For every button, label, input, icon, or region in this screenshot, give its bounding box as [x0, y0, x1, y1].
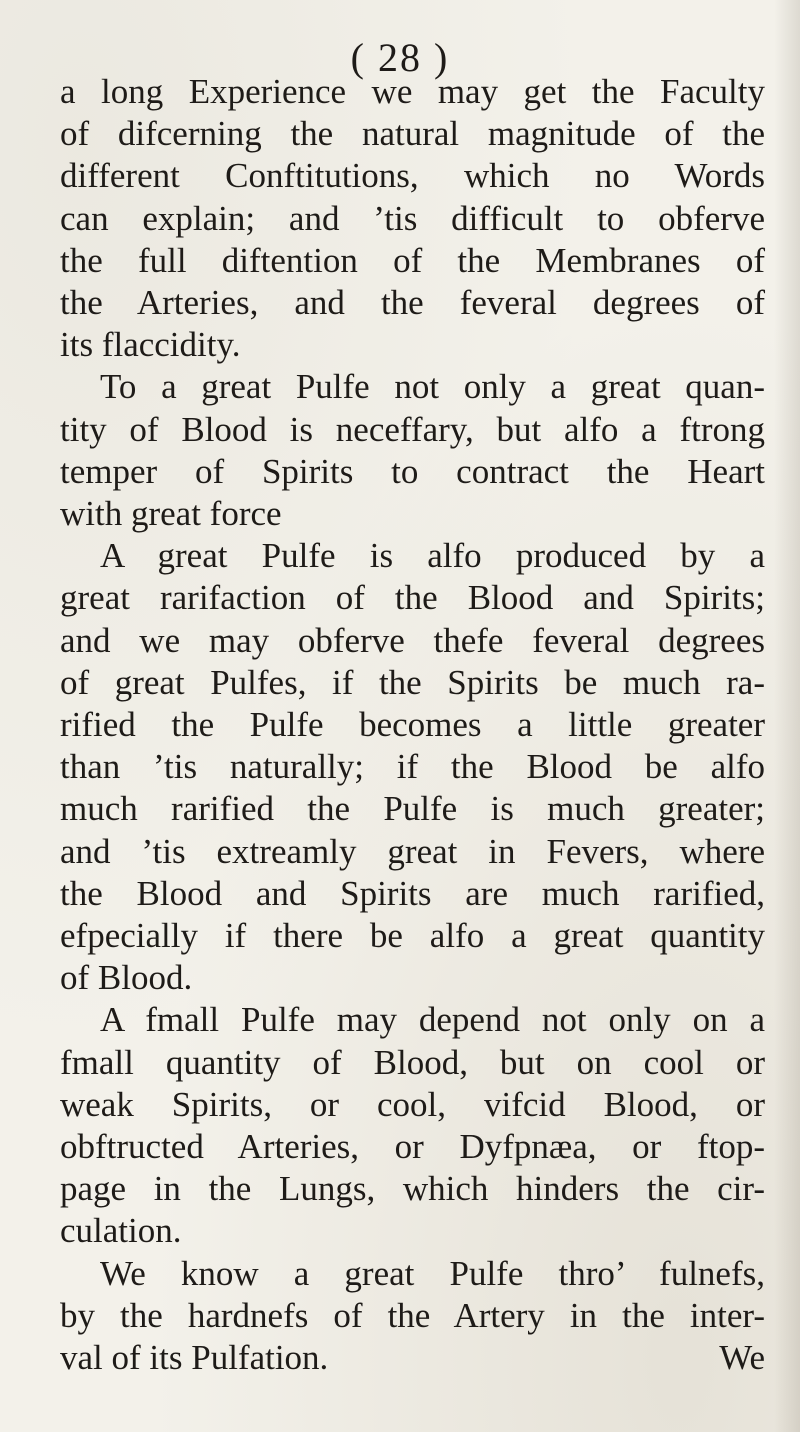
text-line: the Blood and Spirits are much rarified, [60, 873, 765, 913]
text-line: by the hardnefs of the Artery in the inter- [60, 1295, 765, 1335]
text-line: different Conftitutions, which no Words [60, 156, 765, 196]
text-line: than ’tis naturally; if the Blood be alfo [60, 747, 765, 787]
text-line: can explain; and ’tis difficult to obferve [60, 198, 765, 238]
text-line: with great force [60, 494, 282, 533]
text-line: A fmall Pulfe may depend not only on a [100, 1000, 765, 1040]
text-line: the full diftention of the Membranes of [60, 240, 765, 280]
text-line: of great Pulfes, if the Spirits be much ra- [60, 662, 765, 702]
text-line: page in the Lungs, which hinders the cir- [60, 1169, 765, 1209]
text-line: temper of Spirits to contract the Heart [60, 451, 765, 491]
text-line: great rarifaction of the Blood and Spirits; [60, 578, 765, 618]
text-line: and we may obferve thefe feveral degrees [60, 620, 765, 660]
page-number: ( 28 ) [350, 35, 450, 80]
text-line: weak Spirits, or cool, vifcid Blood, or [60, 1084, 765, 1124]
text-line: and ’tis extreamly great in Fevers, where [60, 831, 765, 871]
text-line: rified the Pulfe becomes a little greater [60, 705, 765, 744]
text-line: A great Pulfe is alfo produced by a [100, 536, 765, 576]
catchword: We [719, 1338, 765, 1377]
text-line: tity of Blood is neceffary, but alfo a ftrong [60, 409, 765, 449]
text-line: efpecially if there be alfo a great quantity [60, 916, 765, 955]
text-line: We know a great Pulfe thro’ fulnefs, [100, 1253, 765, 1293]
text-line: culation. [60, 1211, 182, 1251]
text-line: of difcerning the natural magnitude of the [60, 114, 765, 154]
text-line: a long Experience we may get the Faculty [60, 72, 765, 111]
text-line: obftructed Arteries, or Dyfpnæa, or ftop- [60, 1127, 765, 1166]
text-line: much rarified the Pulfe is much greater; [60, 789, 765, 829]
text-line: fmall quantity of Blood, but on cool or [60, 1042, 765, 1082]
text-line: val of its Pulfation. [60, 1338, 329, 1377]
text-line: its flaccidity. [60, 325, 241, 365]
text-line: of Blood. [60, 958, 193, 998]
text-line: To a great Pulfe not only a great quan- [100, 367, 765, 407]
text-line: the Arteries, and the feveral degrees of [60, 283, 765, 322]
